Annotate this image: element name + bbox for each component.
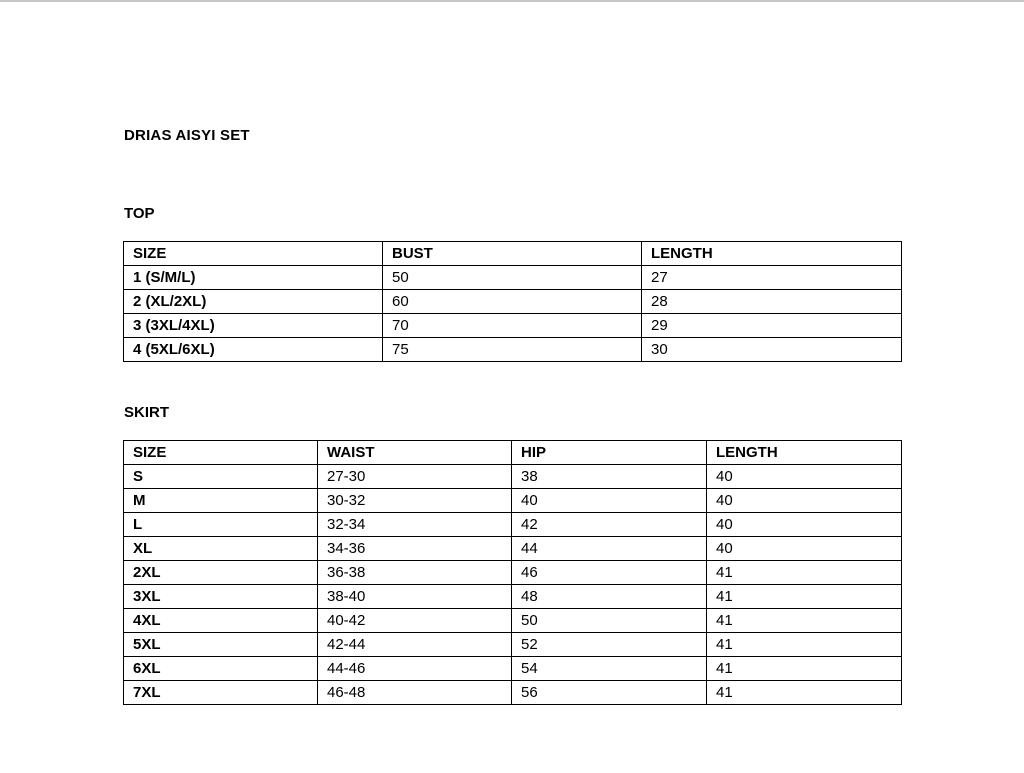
table-row: [124, 314, 902, 338]
table-row: [124, 489, 902, 513]
table-row: [124, 585, 902, 609]
table-row: [124, 290, 902, 314]
table-row: [124, 338, 902, 362]
table-row: [124, 681, 902, 705]
waist-cell: 40-42: [318, 609, 512, 633]
size-cell: 4XL: [124, 609, 318, 633]
length-cell: 28: [642, 290, 902, 314]
length-cell: 41: [707, 633, 902, 657]
table-row: [124, 561, 902, 585]
table-header-row: [124, 441, 902, 465]
hip-cell: 38: [512, 465, 707, 489]
length-cell: 29: [642, 314, 902, 338]
waist-cell: 38-40: [318, 585, 512, 609]
waist-cell: 27-30: [318, 465, 512, 489]
waist-cell: 42-44: [318, 633, 512, 657]
size-cell: 3XL: [124, 585, 318, 609]
column-header-length: LENGTH: [707, 441, 902, 465]
table-row: [124, 633, 902, 657]
column-header-bust: BUST: [383, 242, 642, 266]
length-cell: 41: [707, 609, 902, 633]
bust-cell: 50: [383, 266, 642, 290]
document-title: DRIAS AISYI SET: [124, 127, 250, 144]
hip-cell: 48: [512, 585, 707, 609]
size-cell: 2XL: [124, 561, 318, 585]
length-cell: 41: [707, 561, 902, 585]
size-cell: 1 (S/M/L): [124, 266, 383, 290]
bust-cell: 60: [383, 290, 642, 314]
skirt-section-heading: SKIRT: [124, 404, 169, 421]
size-cell: 2 (XL/2XL): [124, 290, 383, 314]
table-header-row: [124, 242, 902, 266]
length-cell: 41: [707, 681, 902, 705]
table-row: [124, 465, 902, 489]
hip-cell: 46: [512, 561, 707, 585]
column-header-length: LENGTH: [642, 242, 902, 266]
table-row: [124, 537, 902, 561]
length-cell: 27: [642, 266, 902, 290]
hip-cell: 44: [512, 537, 707, 561]
size-cell: 7XL: [124, 681, 318, 705]
column-header-hip: HIP: [512, 441, 707, 465]
size-cell: 3 (3XL/4XL): [124, 314, 383, 338]
hip-cell: 50: [512, 609, 707, 633]
length-cell: 40: [707, 465, 902, 489]
waist-cell: 34-36: [318, 537, 512, 561]
hip-cell: 56: [512, 681, 707, 705]
bust-cell: 70: [383, 314, 642, 338]
length-cell: 41: [707, 585, 902, 609]
length-cell: 40: [707, 537, 902, 561]
length-cell: 40: [707, 513, 902, 537]
column-header-size: SIZE: [124, 441, 318, 465]
table-row: [124, 513, 902, 537]
table-row: [124, 657, 902, 681]
skirt-size-table: [123, 440, 902, 705]
table-row: [124, 266, 902, 290]
size-cell: 5XL: [124, 633, 318, 657]
size-cell: 4 (5XL/6XL): [124, 338, 383, 362]
waist-cell: 44-46: [318, 657, 512, 681]
column-header-waist: WAIST: [318, 441, 512, 465]
waist-cell: 30-32: [318, 489, 512, 513]
page-top-rule: [0, 0, 1024, 2]
size-cell: XL: [124, 537, 318, 561]
waist-cell: 32-34: [318, 513, 512, 537]
hip-cell: 42: [512, 513, 707, 537]
hip-cell: 52: [512, 633, 707, 657]
length-cell: 30: [642, 338, 902, 362]
size-cell: 6XL: [124, 657, 318, 681]
size-cell: M: [124, 489, 318, 513]
size-cell: L: [124, 513, 318, 537]
length-cell: 40: [707, 489, 902, 513]
bust-cell: 75: [383, 338, 642, 362]
waist-cell: 46-48: [318, 681, 512, 705]
column-header-size: SIZE: [124, 242, 383, 266]
length-cell: 41: [707, 657, 902, 681]
table-row: [124, 609, 902, 633]
waist-cell: 36-38: [318, 561, 512, 585]
hip-cell: 54: [512, 657, 707, 681]
size-cell: S: [124, 465, 318, 489]
top-size-table: [123, 241, 902, 362]
top-section-heading: TOP: [124, 205, 155, 222]
hip-cell: 40: [512, 489, 707, 513]
